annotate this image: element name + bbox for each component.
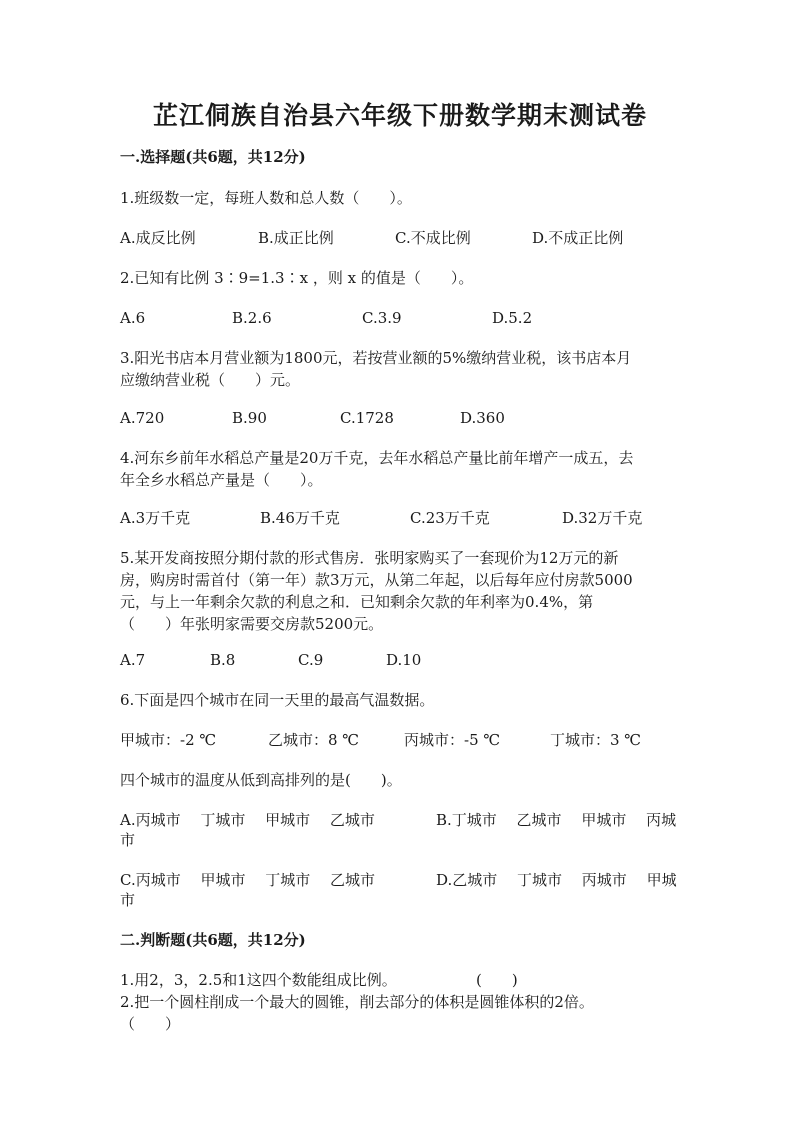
question-5-option-a: A.7: [120, 651, 146, 669]
question-6-option-b: B.丁城市 乙城市 甲城市 丙城: [436, 811, 677, 829]
question-4-option-d: D.32万千克: [562, 509, 643, 527]
question-5-stem-line-1: 5.某开发商按照分期付款的形式售房．张明家购买了一套现价为12万元的新: [120, 549, 619, 567]
question-1-option-d: D.不成正比例: [532, 229, 624, 247]
question-5-option-c: C.9: [298, 651, 324, 669]
question-2-option-b: B.2.6: [232, 309, 272, 327]
question-3-option-c: C.1728: [340, 409, 394, 427]
temp-city-yi: 乙城市：8 ℃: [268, 731, 360, 749]
question-4-option-c: C.23万千克: [410, 509, 490, 527]
question-6-option-c-wrap: 市: [120, 891, 136, 909]
judge-2-text: 2.把一个圆柱削成一个最大的圆锥，削去部分的体积是圆锥体积的2倍。: [120, 993, 594, 1011]
question-2-option-a: A.6: [120, 309, 146, 327]
question-3-stem-line-1: 3.阳光书店本月营业额为1800元，若按营业额的5%缴纳营业税，该书店本月: [120, 349, 632, 367]
question-6-ask: 四个城市的温度从低到高排列的是( )。: [120, 771, 402, 789]
question-2-stem: 2.已知有比例 3∶9=1.3∶x ，则 x 的值是（ ）。: [120, 269, 474, 287]
question-6-stem: 6.下面是四个城市在同一天里的最高气温数据。: [120, 691, 435, 709]
question-6-option-d: D.乙城市 丁城市 丙城市 甲城: [436, 871, 677, 889]
judge-2-paren: （ ）: [120, 1015, 181, 1033]
judge-1-text: 1.用2，3，2.5和1这四个数能组成比例。: [120, 971, 397, 989]
section-heading-judge: 二.判断题(共6题，共12分): [120, 931, 306, 949]
question-6-option-c: C.丙城市 甲城市 丁城市 乙城市: [120, 871, 376, 889]
question-3-option-b: B.90: [232, 409, 267, 427]
question-5-stem-line-2: 房，购房时需首付（第一年）款3万元，从第二年起，以后每年应付房款5000: [120, 571, 633, 589]
question-1-option-b: B.成正比例: [258, 229, 334, 247]
question-1-option-c: C.不成比例: [395, 229, 471, 247]
question-5-stem-line-4: （ ）年张明家需要交房款5200元。: [120, 615, 384, 633]
question-5-option-d: D.10: [386, 651, 422, 669]
question-2-option-c: C.3.9: [362, 309, 402, 327]
question-5-option-b: B.8: [210, 651, 236, 669]
question-4-option-b: B.46万千克: [260, 509, 340, 527]
question-6-option-a: A.丙城市 丁城市 甲城市 乙城市: [120, 811, 375, 829]
temp-city-bing: 丙城市：-5 ℃: [404, 731, 501, 749]
question-1-stem: 1.班级数一定，每班人数和总人数（ ）。: [120, 189, 412, 207]
question-4-option-a: A.3万千克: [120, 509, 191, 527]
judge-1-paren: ( ): [476, 971, 518, 989]
temp-city-ding: 丁城市：3 ℃: [550, 731, 642, 749]
question-4-stem-line-2: 年全乡水稻总产量是（ ）。: [120, 471, 323, 489]
temp-city-jia: 甲城市：-2 ℃: [120, 731, 217, 749]
question-6-option-a-wrap: 市: [120, 831, 136, 849]
question-1-option-a: A.成反比例: [120, 229, 196, 247]
question-5-stem-line-3: 元，与上一年剩余欠款的利息之和．已知剩余欠款的年利率为0.4%，第: [120, 593, 594, 611]
question-3-option-d: D.360: [460, 409, 505, 427]
question-3-stem-line-2: 应缴纳营业税（ ）元。: [120, 371, 301, 389]
question-4-stem-line-1: 4.河东乡前年水稻总产量是20万千克，去年水稻总产量比前年增产一成五，去: [120, 449, 634, 467]
section-heading-choice: 一.选择题(共6题，共12分): [120, 148, 306, 166]
question-2-option-d: D.5.2: [492, 309, 533, 327]
page-title: 芷江侗族自治县六年级下册数学期末测试卷: [152, 101, 647, 130]
question-3-option-a: A.720: [120, 409, 165, 427]
